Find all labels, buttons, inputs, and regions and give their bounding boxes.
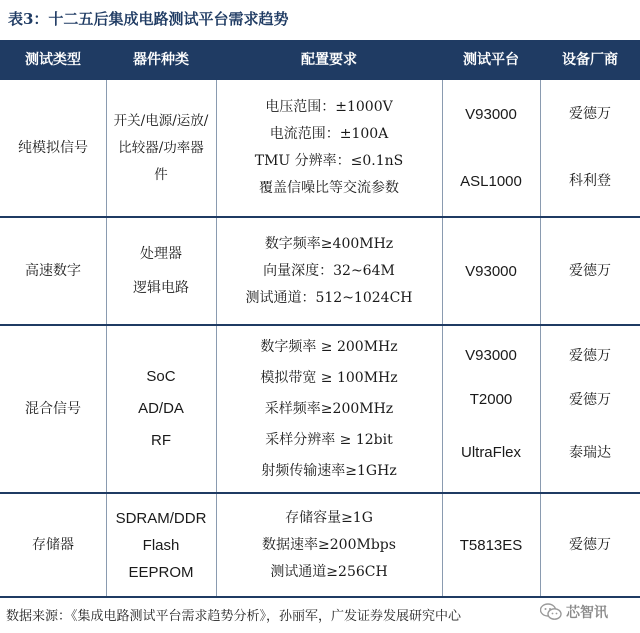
requirement-text: 采样频率≥200MHz — [264, 400, 394, 417]
requirement-text: 电压范围：±1000V — [265, 99, 393, 115]
device-text: EEPROM — [128, 563, 194, 581]
requirement-text: 数字频率≥400MHz — [264, 235, 394, 252]
requirement-text: 数据速率≥200Mbps — [262, 536, 396, 553]
device-text: Flash — [142, 536, 180, 554]
header-test-type: 测试类型 — [25, 52, 81, 68]
cell-requirements — [216, 80, 442, 216]
cell-devices — [106, 326, 216, 492]
device-text: 逻辑电路 — [133, 280, 189, 296]
test-type-text: 纯模拟信号 — [18, 139, 88, 156]
vendor-text: 爱德万 — [569, 348, 611, 364]
device-text: AD/DA — [138, 400, 184, 417]
platform-text: ASL1000 — [460, 173, 522, 190]
vendor-text: 爱德万 — [569, 106, 611, 122]
cell-devices — [106, 218, 216, 324]
requirement-text: TMU 分辨率：≤0.1nS — [254, 153, 404, 169]
source-note: 数据来源：《集成电路测试平台需求趋势分析》，孙丽军，广发证券发展研究中心 — [6, 609, 462, 624]
vendor-text: 泰瑞达 — [569, 445, 611, 461]
cell-vendors — [540, 494, 640, 596]
requirement-text: 覆盖信噪比等交流参数 — [259, 180, 399, 196]
device-text: SoC — [146, 368, 176, 385]
cell-requirements — [216, 494, 442, 596]
platform-text: T2000 — [469, 391, 513, 408]
table-row — [0, 326, 640, 494]
device-text: 开关/电源/运放/比较器/功率器件 — [113, 112, 209, 183]
cell-platforms — [442, 80, 540, 216]
platform-text: UltraFlex — [460, 444, 521, 461]
cell-vendors — [540, 218, 640, 324]
cell-test-type — [0, 218, 106, 324]
device-text: SDRAM/DDR — [115, 509, 207, 527]
cell-platforms — [442, 326, 540, 492]
header-vendor: 设备厂商 — [562, 52, 618, 68]
cell-devices — [106, 80, 216, 216]
device-text: 处理器 — [140, 246, 182, 262]
table-header — [0, 40, 640, 80]
cell-requirements — [216, 218, 442, 324]
requirement-text: 电流范围：±100A — [269, 126, 389, 142]
vendor-text: 爱德万 — [569, 536, 611, 553]
cell-test-type — [0, 80, 106, 216]
requirement-text: 测试通道：512~1024CH — [245, 289, 413, 306]
platform-text: V93000 — [465, 262, 517, 280]
cell-devices — [106, 494, 216, 596]
cell-platforms — [442, 218, 540, 324]
header-config: 配置要求 — [301, 52, 357, 68]
requirement-text: 采样分辨率 ≥ 12bit — [265, 431, 393, 448]
test-type-text: 混合信号 — [25, 400, 81, 417]
wechat-icon — [540, 603, 562, 621]
cell-vendors — [540, 80, 640, 216]
requirement-text: 向量深度：32~64M — [263, 262, 395, 279]
watermark-text: 芯智讯 — [566, 605, 608, 621]
device-text: RF — [151, 432, 171, 449]
table-row — [0, 80, 640, 218]
header-device-type: 器件种类 — [133, 52, 189, 68]
test-type-text: 高速数字 — [25, 262, 81, 279]
cell-requirements — [216, 326, 442, 492]
requirement-text: 射频传输速率≥1GHz — [261, 462, 397, 479]
requirement-text: 测试通道≥256CH — [270, 563, 388, 580]
vendor-text: 科利登 — [569, 173, 611, 189]
vendor-text: 爱德万 — [569, 262, 611, 279]
watermark — [540, 598, 608, 626]
vendor-text: 爱德万 — [569, 392, 611, 408]
cell-vendors — [540, 326, 640, 492]
requirement-text: 模拟带宽 ≥ 100MHz — [260, 369, 398, 386]
cell-test-type — [0, 326, 106, 492]
platform-text: V93000 — [465, 347, 517, 364]
test-type-text: 存储器 — [32, 536, 74, 553]
requirement-text: 存储容量≥1G — [285, 509, 373, 526]
cell-platforms — [442, 494, 540, 596]
platform-text: T5813ES — [459, 536, 523, 554]
requirement-text: 数字频率 ≥ 200MHz — [260, 338, 398, 355]
platform-text: V93000 — [465, 106, 517, 123]
table-title: 表3：十二五后集成电路测试平台需求趋势 — [8, 10, 289, 28]
table-row — [0, 218, 640, 326]
cell-test-type — [0, 494, 106, 596]
header-platform: 测试平台 — [463, 52, 519, 68]
table-row — [0, 494, 640, 598]
